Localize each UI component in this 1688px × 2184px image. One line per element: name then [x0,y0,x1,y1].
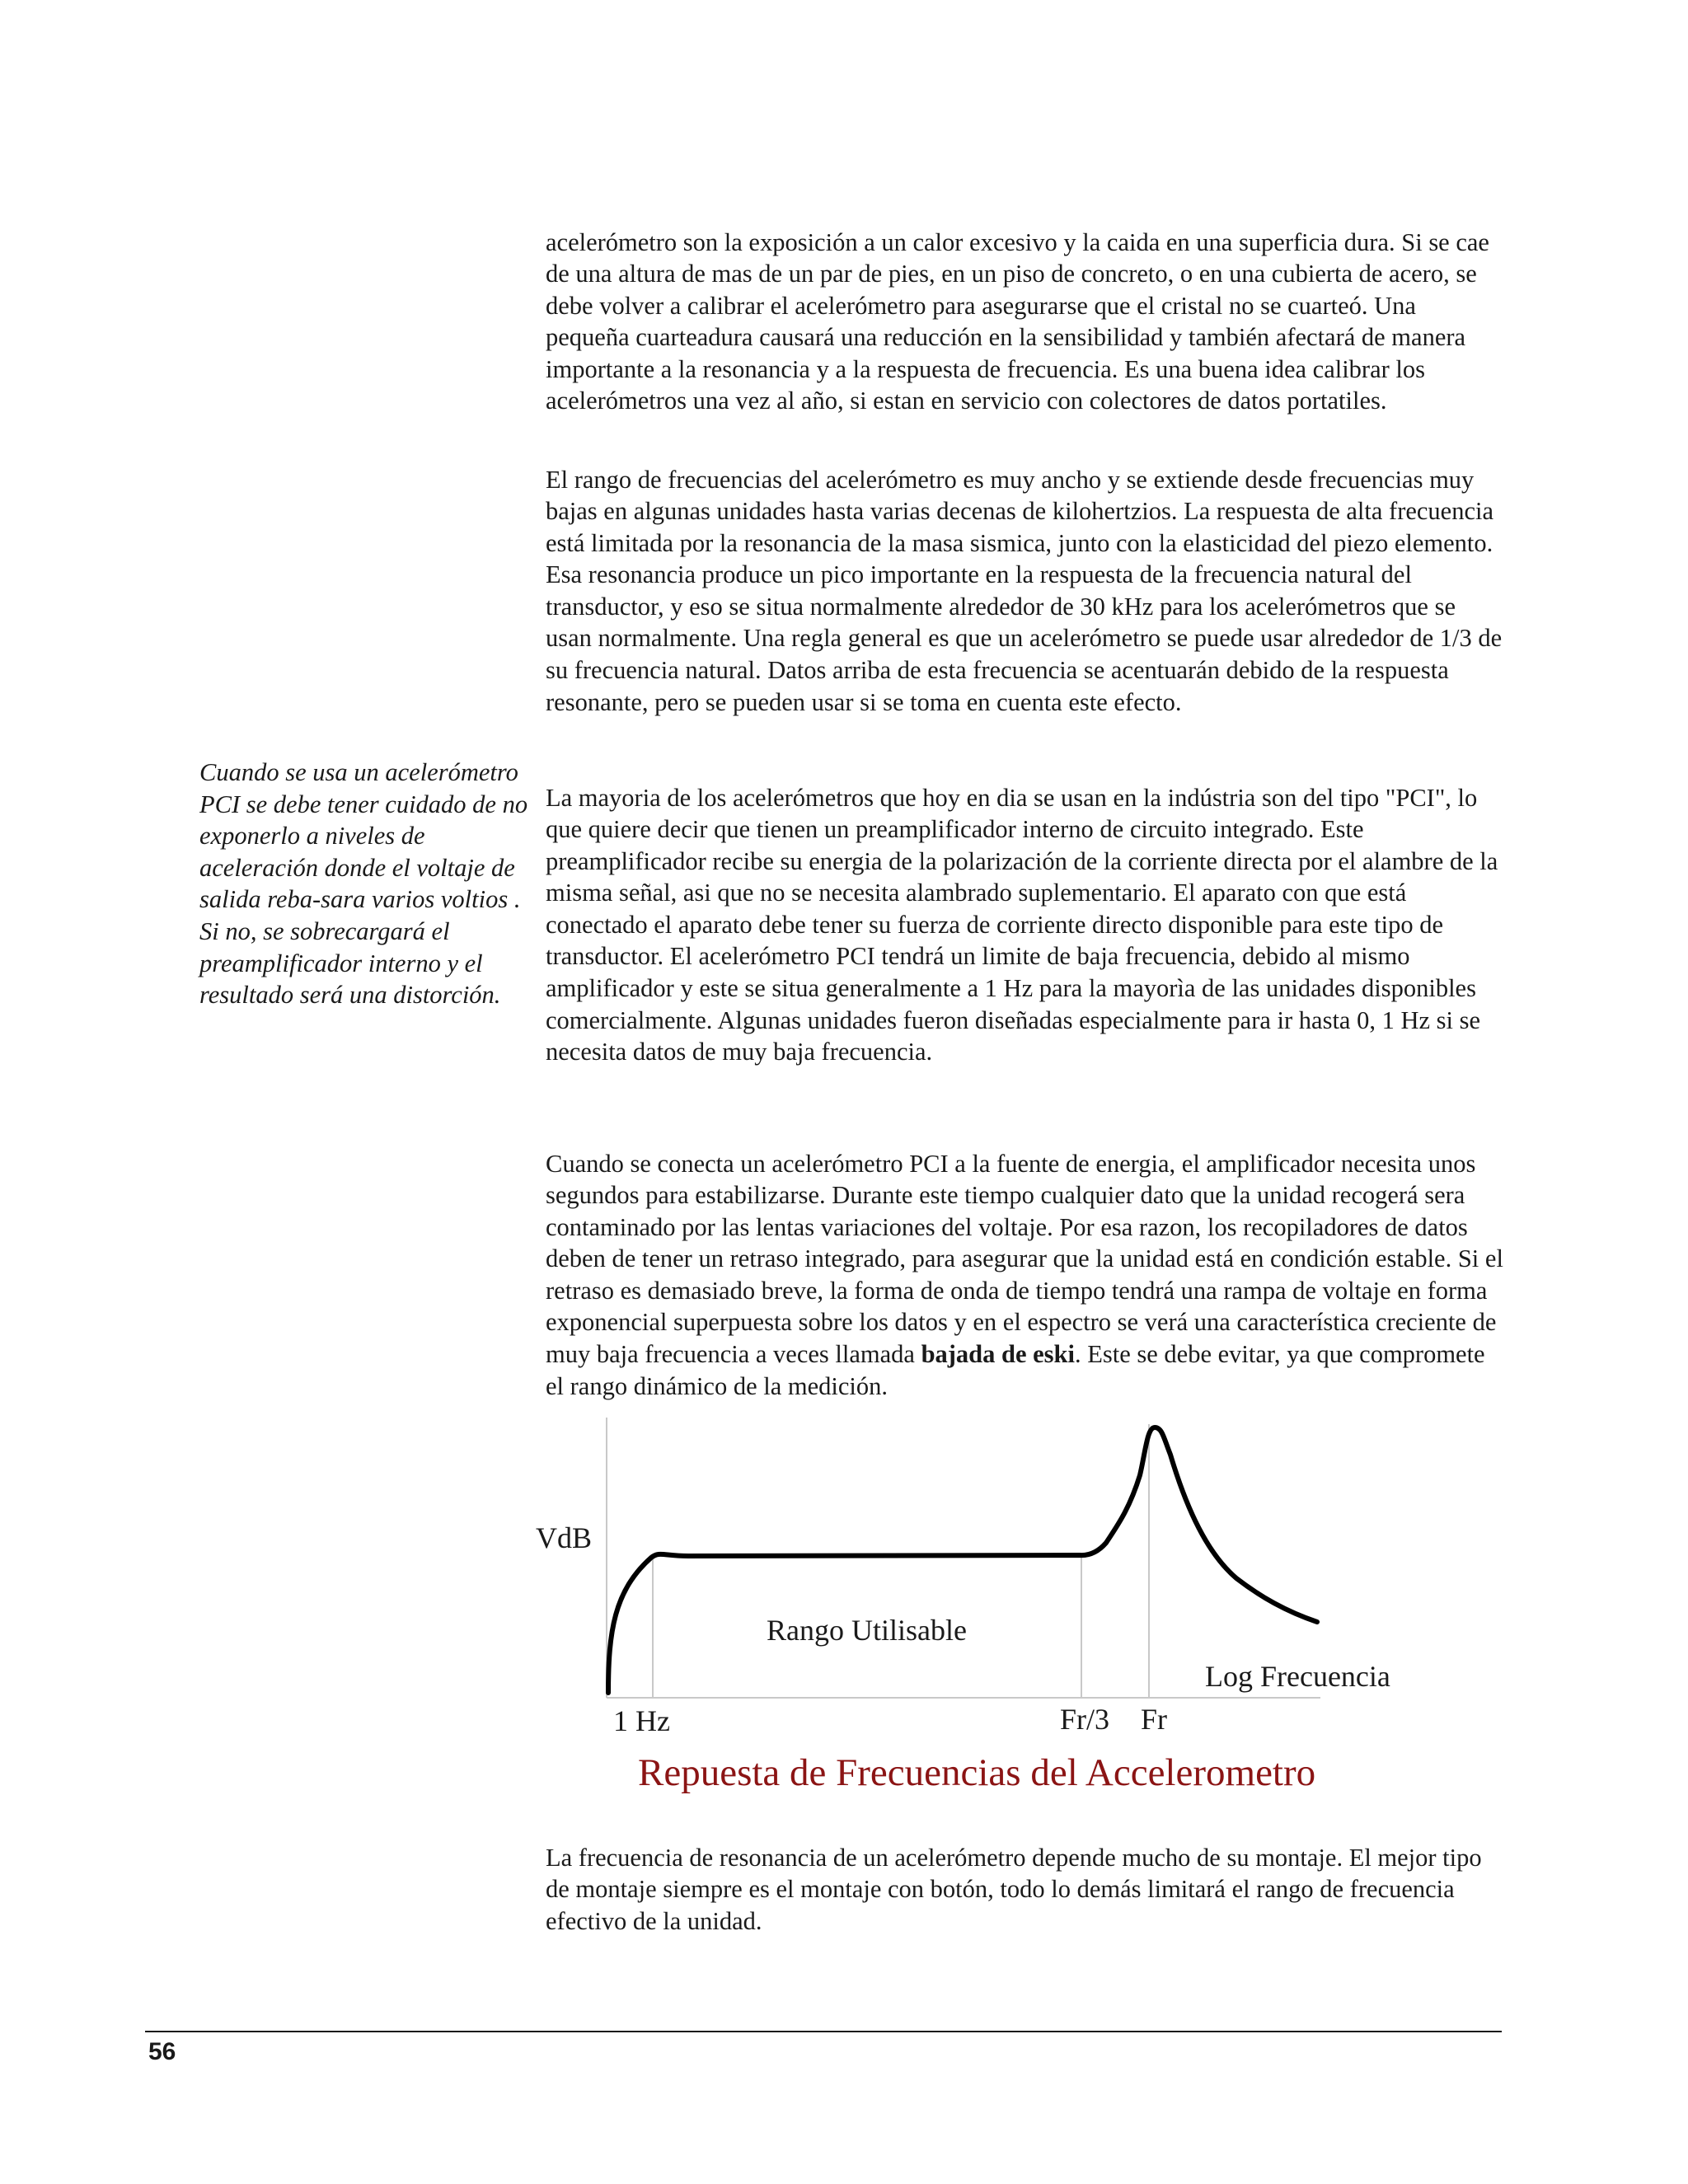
tick-label-fr: Fr [1141,1703,1168,1736]
paragraph-ski-slope [546,1148,1503,1403]
figure-caption: Repuesta de Frecuencias del Accelerometro [638,1751,1316,1794]
frequency-response-figure [536,1418,1442,1788]
footer-rule [145,2031,1502,2032]
frequency-response-plot [536,1418,1442,1788]
x-axis-label: Log Frecuencia [1205,1660,1390,1693]
paragraph-frequency-range: El rango de frecuencias del acelerómetro es muy ancho y se extiende desde frecuencias muy bajas en algunas unidades hasta varias decenas de kilohertzios. La respuesta de alta frecuencia está limitada por la resonancia de la masa sismica, junto con la elasticidad del piezo elemento. Esa resonancia produce un pico importante en la respuesta de la frecuencia natural del transductor, y eso se situa normalmente alrededor de 30 kHz para los acelerómetros que se usan normalmente. Una regla general es que un acelerómetro se puede usar alrededor de 1/3 de su frecuencia natural. Datos arriba de esta frecuencia se acentuarán debido de la respuesta resonante, pero se pueden usar si se toma en cuenta este efecto. [546,465,1503,716]
paragraph-calibration: acelerómetro son la exposición a un calor excesivo y la caida en una superficia dura. Si se cae de una altura de mas de un par de pies, en un piso de concreto, o en una cubierta de acero, se debe volver a calibrar el acelerómetro para asegurarse que el cristal no se cuarteó. Una pequeña cuarteadura causará una reducción en la sensibilidad y también afectará de manera importante a la resonancia y a la respuesta de frecuencia. Es una buena idea calibrar los acelerómetros una vez al año, si estan en servicio con colectores de datos portatiles. [546,227,1489,415]
y-axis-label: VdB [536,1521,593,1554]
ski-slope-text-before: Cuando se conecta un acelerómetro PCI a la fuente de energia, el amplificador necesita unos segundos para estabilizarse. Durante este tiempo cualquier dato que la unidad recogerá sera contaminado por las lentas variaciones del voltaje. Por esa razon, los recopiladores de datos deben de tener un retraso integrado, para asegurar que la unidad está en condición estable. Si el retraso es demasiado breve, la forma de onda de tiempo tendrá una rampa de voltaje en forma exponencial superpuesta sobre los datos y en el espectro se verá una característica creciente de muy baja frecuencia a veces llamada [546,1149,1503,1369]
paragraph-pci-accelerometers: La mayoria de los acelerómetros que hoy en dia se usan en la indústria son del tipo "PCI", lo que quiere decir que tienen un preamplificador interno de circuito integrado. Este preamplificador recibe su energia de la polarización de la corriente directa por el alambre de la misma señal, asi que no se necesita alambrado suplementario. El aparato con que está conectado el aparato debe tener su fuerza de corriente directo disponible para este tipo de transductor. El acelerómetro PCI tendrá un limite de baja frecuencia, debido al mismo amplificador y este se situa generalmente a 1 Hz para la mayorìa de las unidades disponibles comercialmente. Algunas unidades fueron diseñadas especialmente para ir hasta 0, 1 Hz si se necesita datos de muy baja frecuencia. [546,783,1498,1066]
paragraph-mounting: La frecuencia de resonancia de un acelerómetro depende mucho de su montaje. El mejor tipo de montaje siempre es el montaje con botón, todo lo demás limitará el rango de frecuencia efectivo de la unidad. [546,1843,1482,1935]
usable-range-label: Rango Utilisable [767,1614,967,1647]
tick-label-fr3: Fr/3 [1060,1703,1110,1736]
response-curve [608,1427,1317,1693]
page-number: 56 [148,2038,176,2065]
ski-slope-text-after: . Este se debe evitar, ya que compromete el rango dinámico de la medición. [546,1340,1485,1400]
ski-slope-term: bajada de eski [921,1340,1075,1369]
sidenote-pci-warning: Cuando se usa un acelerómetro PCI se debe tener cuidado de no exponerlo a niveles de aceleración donde el voltaje de salida reba-sara varios voltios . Si no, se sobrecargará el preamplificador interno y el resultado será una distorción. [199,758,528,1010]
tick-label-1hz: 1 Hz [613,1704,670,1737]
